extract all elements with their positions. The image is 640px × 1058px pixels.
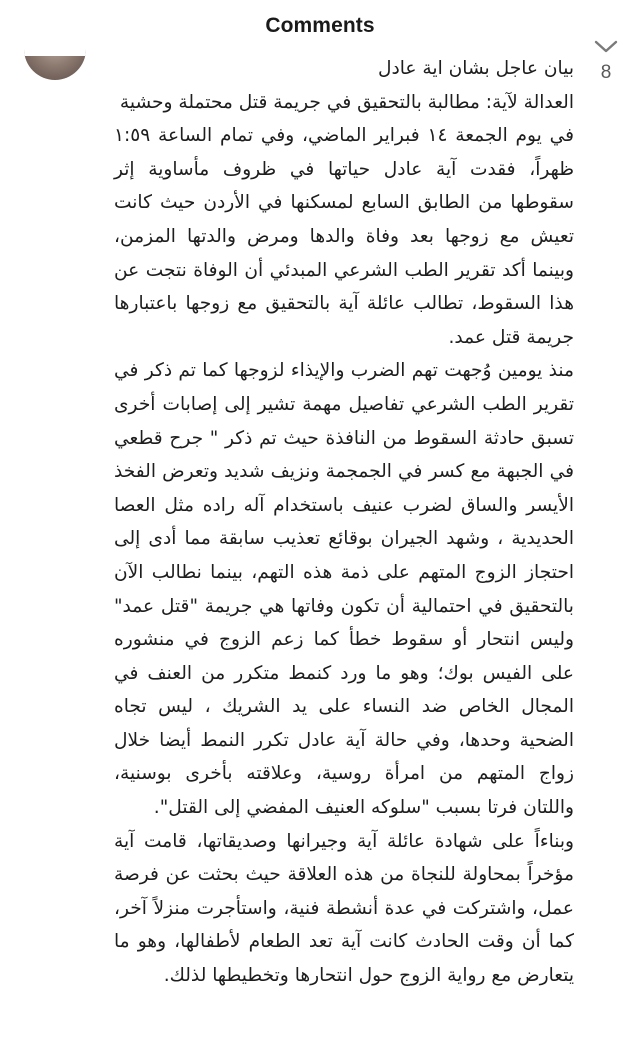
comment-subheading: العدالة لآية: مطالبة بالتحقيق في جريمة قتل محتملة وحشية bbox=[119, 91, 574, 113]
user-avatar[interactable] bbox=[24, 30, 86, 80]
comment-paragraph: وبناءاً على شهادة عائلة آية وجيرانها وصديقاتها، قامت آية مؤخراً بمحاولة للنجاة من هذه العلاقة حيث بحثت عن فرصة عمل، واشتركت في عدة أنشطة فنية، واستأجرت منزلاً آخر، كما أن وقت الحادث كانت آية تعد الطعام لأطفالها، وهو ما يتعارض مع رواية الزوج حول انتحارها وتخطيطها لذلك. bbox=[114, 830, 574, 987]
top-bar bbox=[0, 0, 640, 52]
comment-text bbox=[114, 52, 574, 993]
page-title: Comments bbox=[265, 14, 375, 37]
vote-count: 8 bbox=[600, 62, 612, 83]
avatar-mask bbox=[24, 30, 86, 56]
comment-paragraph: في يوم الجمعة ١٤ فبراير الماضي، وفي تمام الساعة ١:٥٩ ظهراً، فقدت آية عادل حياتها في ظروف مأساوية إثر سقوطها من الطابق السابع لمسكنها في الأردن حيث كانت تعيش مع زوجها بعد وفاة والدها ومرض والدتها المزمن، وبينما أكد تقرير الطب الشرعي المبدئي أن الوفاة نتجت عن هذا السقوط، تطالب عائلة آية بالتحقيق مع زوجها باعتبارها جريمة قتل عمد. bbox=[114, 125, 574, 348]
chevron-up-icon[interactable] bbox=[591, 36, 621, 58]
comment-paragraph: منذ يومين وُجهت تهم الضرب والإيذاء لزوجها كما تم ذكر في تقرير الطب الشرعي تفاصيل مهمة تشير إلى إصابات أخرى تسبق حادثة السقوط من النافذة حيث تم ذكر " جرح قطعي في الجبهة مع كسر في الجمجمة ونزيف شديد وتعرض الفخذ الأيسر والساق لضرب عنيف باستخدام آله راده مثل العصا الحديدية ، وشهد الجيران بوقائع تعذيب سابقة مما أدى إلى احتجاز الزوج المتهم على ذمة هذه التهم، بينما نطالب الآن بالتحقيق في احتمالية أن تكون وفاتها هي جريمة "قتل عمد" وليس انتحار أو سقوط خطأ كما زعم الزوج في منشوره على الفيس بوك؛ وهو ما ورد كنمط متكرر من العنف في المجال الخاص ضد النساء على يد الشريك ، ليس تجاه الضحية وحدها، وفي حالة آية عادل تكرر النمط أيضا خلال زواج المتهم من امرأة روسية، وعلاقته بأخرى بوسنية، واللتان فرتا بسبب "سلوكه العنيف المفضي إلى القتل". bbox=[114, 360, 574, 819]
comment-heading: بيان عاجل بشان اية عادل bbox=[377, 58, 574, 79]
vote-controls bbox=[586, 36, 626, 84]
